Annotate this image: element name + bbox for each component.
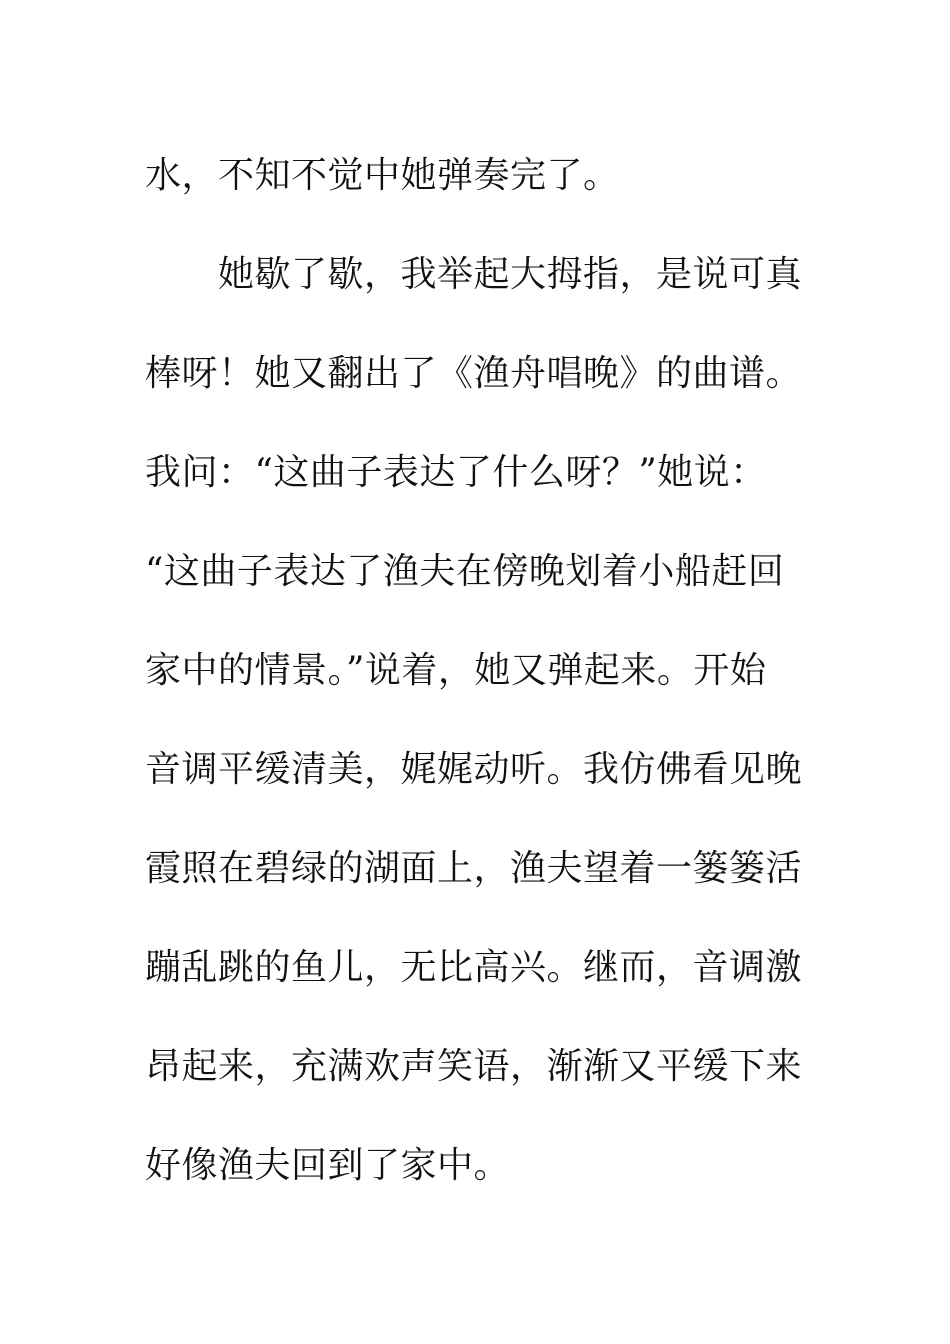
text-line-9: 蹦乱跳的鱼儿，无比高兴。继而，音调激 [145, 947, 803, 988]
text-line-3: 棒呀！她又翻出了《渔舟唱晚》的曲谱。 [145, 353, 803, 394]
body-text [145, 126, 815, 1215]
text-line-8: 霞照在碧绿的湖面上，渔夫望着一篓篓活 [145, 848, 803, 889]
text-line-1: 水，不知不觉中她弹奏完了。 [145, 155, 620, 196]
text-line-6: 家中的情景。”说着，她又弹起来。开始 [145, 650, 767, 691]
text-line-10: 昂起来，充满欢声笑语，渐渐又平缓下来 [145, 1046, 803, 1087]
text-line-11: 好像渔夫回到了家中。 [145, 1145, 511, 1186]
text-line-7: 音调平缓清美，娓娓动听。我仿佛看见晚 [145, 749, 803, 790]
text-line-2: 她歇了歇，我举起大拇指，是说可真 [145, 254, 803, 295]
text-line-4: 我问：“这曲子表达了什么呀？”她说： [145, 452, 767, 493]
text-line-5: “这曲子表达了渔夫在傍晚划着小船赶回 [145, 551, 785, 592]
